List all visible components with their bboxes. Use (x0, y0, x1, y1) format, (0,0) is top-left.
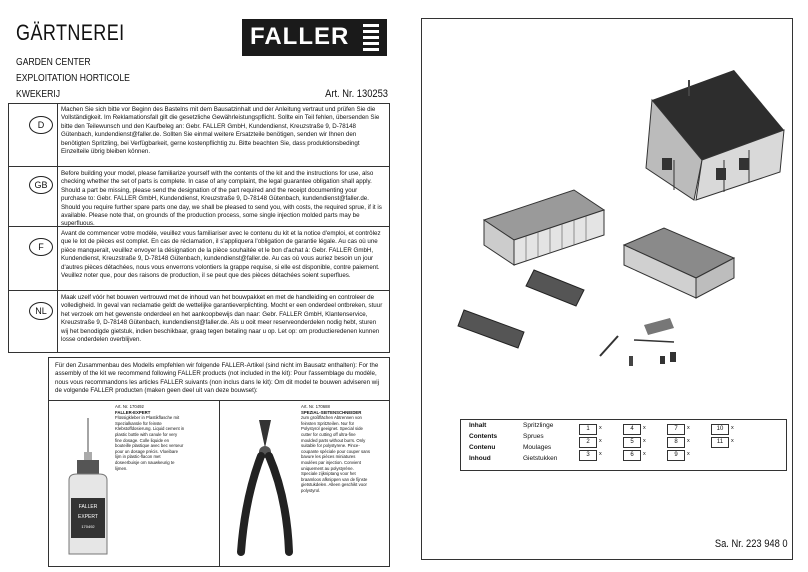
greenhouse-right (624, 228, 734, 298)
lang-badge-de: D (29, 116, 53, 134)
tool-glue-title: FALLER-EXPERT (115, 409, 151, 415)
times-mark: x (687, 438, 690, 444)
tool-cutter-title: SPEZIAL-SEITENSCHNEIDER (301, 409, 362, 415)
tools-intro: Für den Zusammenbau des Modells empfehlen wir folgende FALLER-Artikel (sind nicht im Bausatz enthalten): For the assembly of the kit we recommend following FALLER products (not included in the kit): Pour l'assemblage du modèle, nous vous recommandons les articles FALLER suivants (non inclus dans le kit): Om dit model te bouwen adviseren wij de volgende FALLER producten (maken geen deel uit van deze bouwset): (55, 362, 379, 395)
times-mark: x (731, 425, 734, 431)
times-mark: x (599, 438, 602, 444)
tool-cutter-artnr: Art. Nr. 170688 (301, 404, 330, 409)
section-fr (9, 226, 389, 290)
bottle-line: EXPERT (78, 514, 98, 520)
faller-logo (242, 19, 387, 56)
sprue-slot: 11 (711, 437, 729, 448)
art-number: Art. Nr. 130253 (325, 88, 388, 100)
side-cutter-image (231, 418, 301, 558)
sprue-slot: 5 (623, 437, 641, 448)
contents-value: Gietstukken (523, 455, 558, 462)
section-text-de: Machen Sie sich bitte vor Beginn des Bastelns mit dem Bausatzinhalt und der Anleitung vertraut und prüfen Sie die Vollständigkeit. Im Reklamationsfall gilt die gesetzliche Gewährleistungspflicht. Sollte ein Teil fehlen, übersenden Sie bitte den Teilewunsch und den Kaufbeleg an: Gebr. FALLER GmbH, Kundendienst, Kreuzstraße 9, D-78148 Gütenbach, kundendienst@faller.de. Sollten Sie einmal weitere Ersatzteile benötigen, senden wir Ihnen den benötigten Spritzling, bei Verfügbarkeit, gerne kostenpflichtig zu. Bitte beachten Sie, dass produktionsbedingt Einzelteile übrig bleiben können. (61, 106, 380, 156)
contents-label: Contents (469, 433, 498, 440)
tools-box (48, 357, 390, 567)
sprue-slot: 1 (579, 424, 597, 435)
tool-cutter-desc: zum großflächen Abtrennen von feinsten Spritzteilen. Nur für Polystyrol geeignet. Special side cutter for cutting off ultra-fine moulded parts without burrs. Only suitable for polystyrene. Pince-coupante spéciale pour couper sans bavure les pièces miniatures moulées par injection. Convient uniquement au polystyrène. Speciale zijkniptang voor het braamloos afknippen van de fijnste gietstukdelen. Alleen geschikt voor polystyrol. (301, 415, 371, 493)
contents-table (460, 419, 787, 471)
contents-label: Inhoud (469, 455, 491, 462)
times-mark: x (643, 425, 646, 431)
divider (219, 400, 220, 566)
sprue-slot: 7 (667, 424, 685, 435)
section-de (9, 104, 389, 164)
lang-badge-fr: F (29, 238, 53, 256)
logo-text: FALLER (250, 23, 350, 50)
loose-parts (458, 270, 676, 366)
greenhouse-left (484, 190, 604, 265)
sa-number: Sa. Nr. 223 948 0 (715, 538, 788, 550)
times-mark: x (643, 451, 646, 457)
section-nl (9, 290, 389, 352)
tool-glue-artnr: Art. Nr. 170492 (115, 404, 144, 409)
section-text-nl: Maak uzelf vóór het bouwen vertrouwd met de inhoud van het bouwpakket en met de handleiding en controleer de volledigheid. In geval van reclamatie geldt de wettelijke garantieverplichting. Mocht er een onderdeel ontbreken, stuur het verzoek om het gewenste onderdeel en het aankoopbewijs dan naar: Gebr. FALLER GmbH, Klantenservice, Kreuzstraße 9, D-78148 Gütenbach, kundendienst@faller.de. Als u ooit meer reserveonderdelen nodig hebt, sturen wij het benodigde gietstuk, indien beschikbaar, graag tegen betaling naar u op. Let op: om productieredenen kunnen losse onderdelen overblijven. (61, 294, 383, 344)
sprue-slot: 9 (667, 450, 685, 461)
tool-glue-desc: Flüssigkleber in Plastikflasche mit Spezialkanüle für feinste Klebstoffdosierung. Liquid cement in plastic bottle with canule for very fine dosage. Colle liquide en bouteille plastique avec bec verseur pour un dosage précis. Vloeibare lijm in plastic-flacon met doseerbuisje om nauwkeurig te lijmen. (115, 415, 185, 471)
logo-mark-icon (363, 24, 379, 51)
tool-cutter (301, 404, 371, 494)
subtitle-en: GARDEN CENTER (16, 56, 91, 68)
contents-value: Spritzlinge (523, 422, 554, 429)
lang-badge-nl: NL (29, 302, 53, 320)
sprue-slot: 6 (623, 450, 641, 461)
subtitle-fr: EXPLOITATION HORTICOLE (16, 72, 130, 84)
section-text-gb: Before building your model, please familiarize yourself with the contents of the kit and the instructions for use, also checking whether the set of parts is complete. In case of any complaint, the legal guarantee obligation shall apply. Should a part be missing, please send the designation of the part required and the receipt documenting your purchase to: Gebr. FALLER GmbH, Kundendienst, Kreuzstraße 9, D-78148 Gütenbach, kundendienst@faller.de. Should you require further spare parts one day, we shall be pleased to send you, with costs, the required sprue, if it is available. Please note that, on grounds of the production process, some single injection molded parts may be superfluous. (61, 170, 382, 228)
instructions-box (8, 103, 390, 353)
house-model (646, 70, 784, 200)
times-mark: x (731, 438, 734, 444)
contents-label: Inhalt (469, 422, 487, 429)
sprue-slot: 8 (667, 437, 685, 448)
bottle-num: 170492 (81, 524, 95, 529)
contents-label: Contenu (469, 444, 496, 451)
glue-bottle-image (63, 418, 113, 558)
times-mark: x (599, 451, 602, 457)
times-mark: x (599, 425, 602, 431)
model-illustration (434, 60, 794, 380)
tool-glue (115, 404, 185, 471)
subtitle-nl: KWEKERIJ (16, 88, 61, 100)
bottle-brand: FALLER (78, 504, 98, 510)
sprue-slot: 2 (579, 437, 597, 448)
times-mark: x (687, 451, 690, 457)
contents-value: Moulages (523, 444, 552, 451)
sprue-slot: 4 (623, 424, 641, 435)
times-mark: x (643, 438, 646, 444)
section-gb (9, 166, 389, 232)
page-title: GÄRTNEREI (16, 20, 125, 45)
lang-badge-gb: GB (29, 176, 53, 194)
sprue-slot: 10 (711, 424, 729, 435)
right-page (404, 0, 808, 572)
contents-value: Sprues (523, 433, 544, 440)
times-mark: x (687, 425, 690, 431)
section-text-fr: Avant de commencer votre modèle, veuillez vous familiariser avec le contenu du kit et la notice d'emploi, et contrôlez que le lot de pièces est complet. En cas de réclamation, il s'appliquera l'obligation de garantie légale. Au cas où une pièce manquerait, veuillez envoyer la désignation de la pièce souhaitée et le bon d'achat à: Gebr. FALLER GmbH, Kundendienst, Kreuzstraße 9, D-78148 Gütenbach, kundendienst@faller.de. Au cas où vous auriez besoin un jour d'autres pièces détachées, nous vous enverrons volontiers la grappe requise, si elle est disponible, contre paiement. Veuillez noter que, pour des raisons de production, il se peut que des pièces détachées soient superflues. (61, 230, 381, 280)
sprue-slot: 3 (579, 450, 597, 461)
